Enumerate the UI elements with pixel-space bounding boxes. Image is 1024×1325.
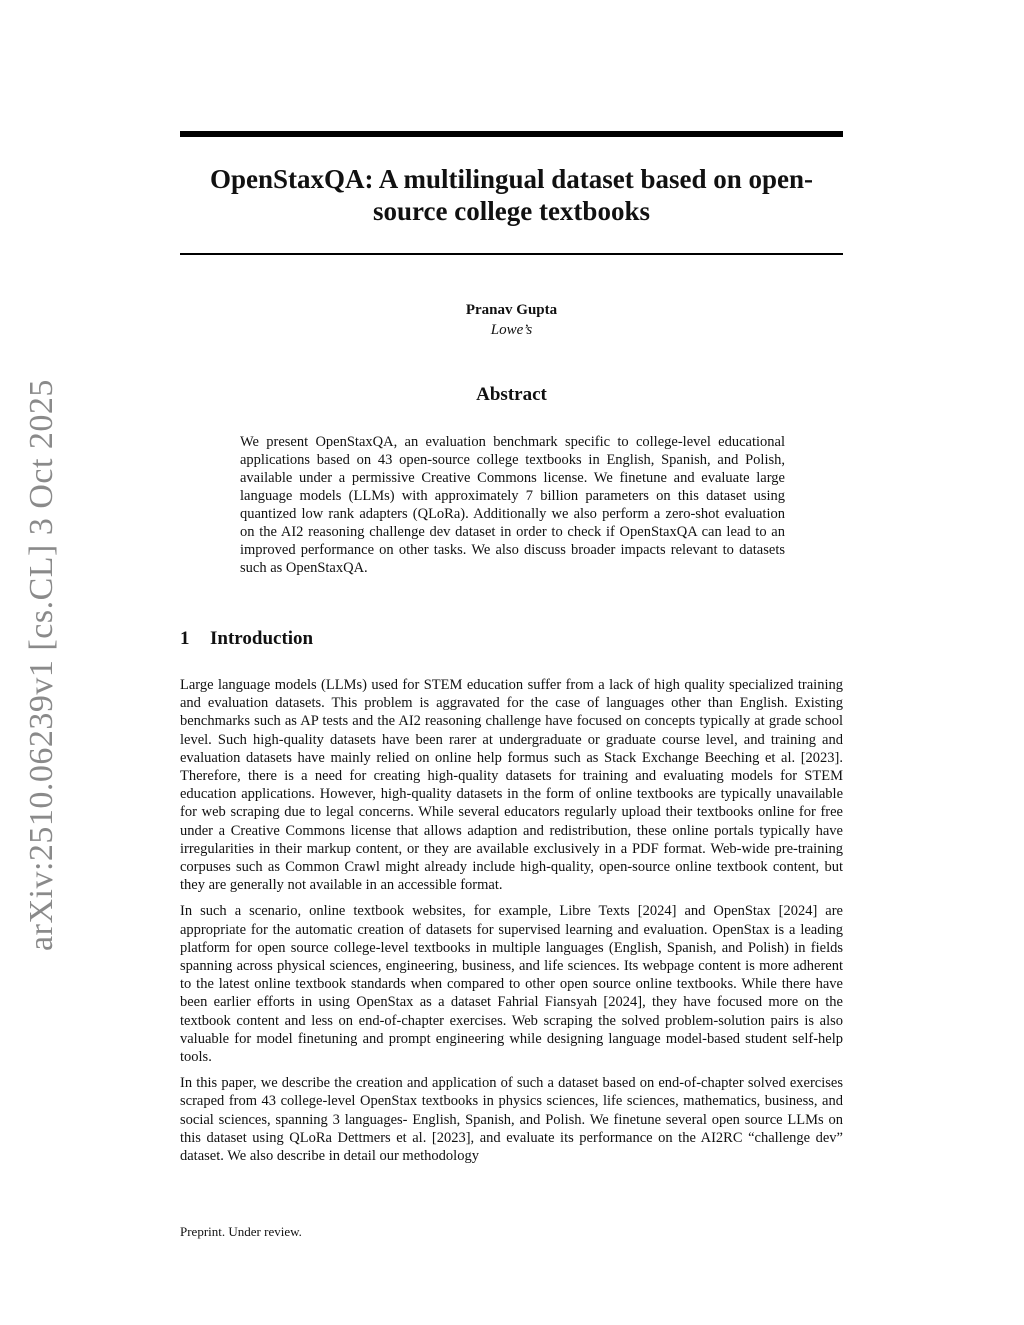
- paragraph: Large language models (LLMs) used for STEM education suffer from a lack of high quality specialized training and evaluation datasets. This problem is aggravated for the case of languages other than English. Existing benchmarks such as AP tests and the AI2 reasoning challenge have focused on concepts typically at grade school level. Such high-quality datasets have been rarer at undergraduate or graduate course level, and training and evaluation datasets have mainly relied on online help formus such as Stack Exchange Beeching et al. [2023]. Therefore, there is a need for creating high-quality datasets for training and evaluating models for STEM education applications. However, high-quality datasets in the form of online textbooks are typically unavailable for web scraping due to legal concerns. While several educators regularly upload their textbooks online for free under a Creative Commons license that allows adaption and redistribution, these online portals typically have irregularities in their markup content, or they are available exclusively in a PDF format. Web-wide pre-training corpuses such as Common Crawl might already include high-quality, open-source online textbook content, but they are generally not available in an accessible format.: [180, 677, 843, 894]
- paper-title: OpenStaxQA: A multilingual dataset based on open-source college textbooks: [209, 164, 814, 226]
- abstract-heading: Abstract: [476, 384, 547, 405]
- author-name: Pranav Gupta: [465, 302, 558, 318]
- section-heading-introduction: [180, 628, 313, 650]
- section-number: 1: [180, 628, 190, 649]
- paragraph: In this paper, we describe the creation and application of such a dataset based on end-of-chapter solved exercises scraped from 43 college-level OpenStax textbooks in physics sciences, life sciences, mathematics, business, and social sciences, spanning 3 languages- English, Spanish, and Polish. We finetune several open source LLMs on this dataset using QLoRa Dettmers et al. [2023], and evaluate its performance on the AI2RC “challenge dev” dataset. We also describe in detail our methodology: [180, 1075, 843, 1165]
- arxiv-id-text: arXiv:2510.06239v1 [cs.CL] 3 Oct 2025: [23, 379, 60, 951]
- author-affiliation: Lowe’s: [490, 322, 533, 338]
- introduction-body: [180, 676, 843, 1173]
- arxiv-sidebar-identifier: [22, 379, 62, 951]
- author-block: [180, 300, 843, 340]
- title-bottom-rule: [180, 253, 843, 255]
- paragraph: In such a scenario, online textbook websites, for example, Libre Texts [2024] and OpenStax [2024] are appropriate for the automatic creation of datasets for supervised learning and evaluation. OpenStax is a leading platform for open source college-level textbooks in multiple languages (English, Spanish, and Polish) in fields spanning across physical sciences, engineering, business, and life sciences. Its webpage content is more adherent to the latest online textbook standards when compared to other open source online textbooks. While there have been earlier efforts in using OpenStax as a dataset Fahrial Fiansyah [2024], they have focused more on the textbook content and less on end-of-chapter exercises. Web scraping the solved problem-solution pairs is also valuable for model finetuning and prompt engineering while designing language model-based student self-help tools.: [180, 903, 843, 1066]
- title-top-rule: [180, 131, 843, 137]
- abstract-text: We present OpenStaxQA, an evaluation benchmark specific to college-level educational applications based on 43 open-source college textbooks in English, Spanish, and Polish, available under a permissive Creative Commons license. We finetune and evaluate large language models (LLMs) with approximately 7 billion parameters on this dataset using quantized low rank adapters (QLoRa). Additionally we also perform a zero-shot evaluation on the AI2 reasoning challenge dev dataset in order to check if OpenStaxQA can lead to an improved performance on other tasks. We also discuss broader impacts relevant to datasets such as OpenStaxQA.: [240, 434, 785, 576]
- page-footer: Preprint. Under review.: [180, 1224, 302, 1239]
- section-title: Introduction: [210, 628, 314, 649]
